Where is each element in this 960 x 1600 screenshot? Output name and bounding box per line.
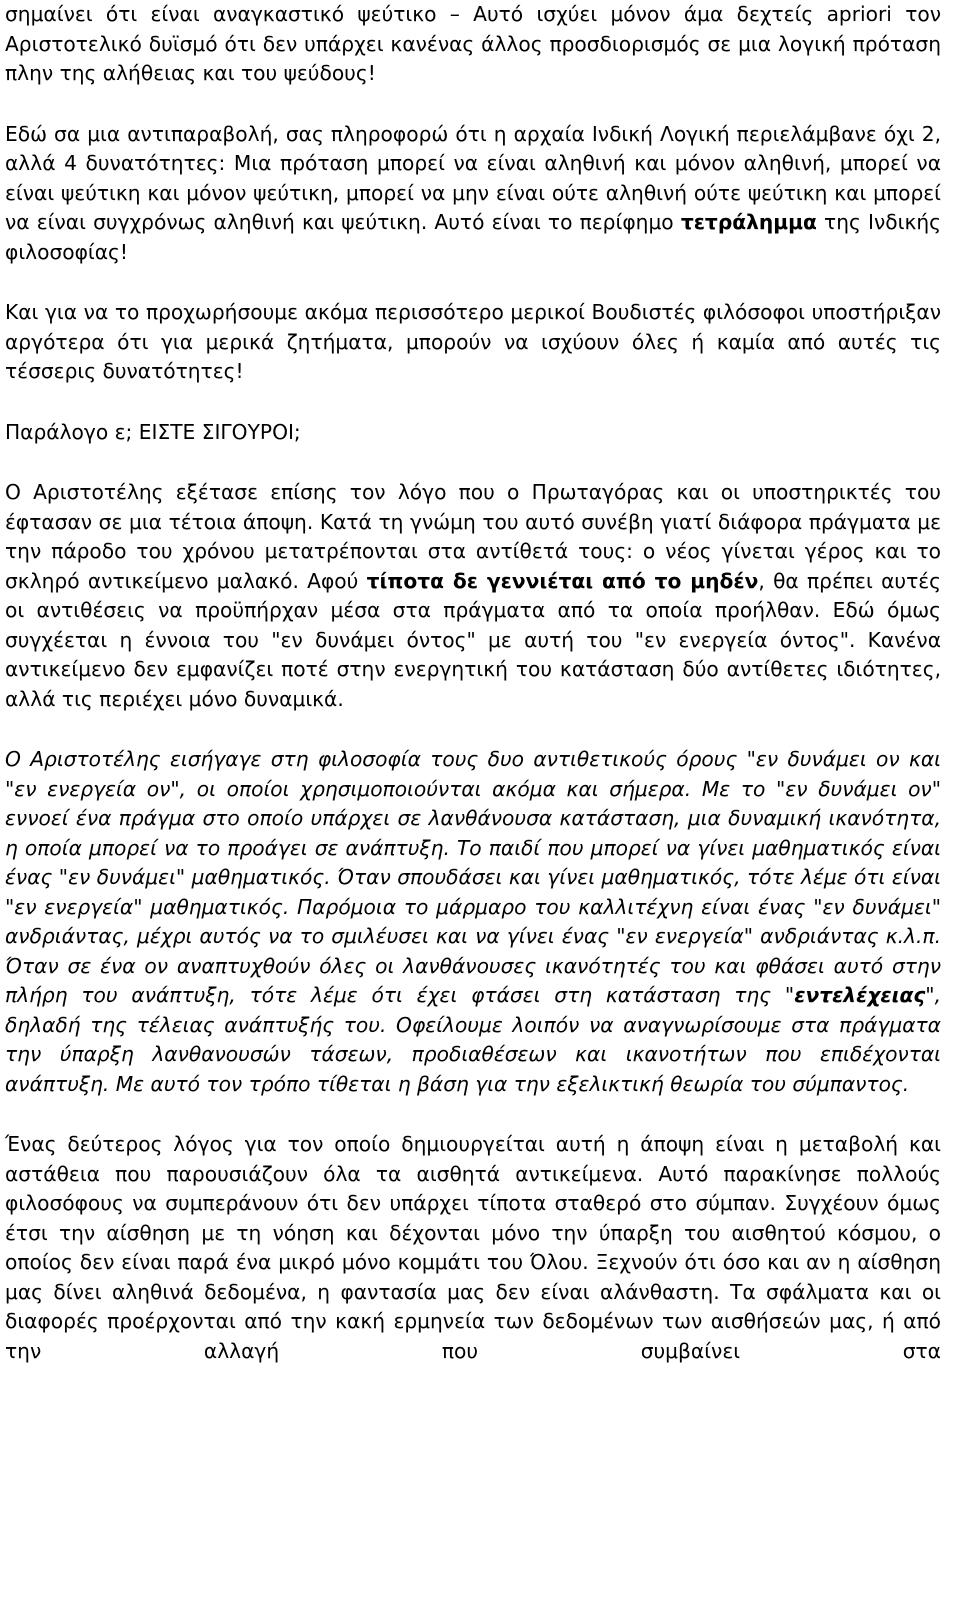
nothing-from-nothing-phrase: τίποτα δε γεννιέται από το μηδέν [366,568,759,593]
entelechy-term: εντελέχειας [794,983,926,1007]
paragraph-4-text: Παράλογο ε; ΕΙΣΤΕ ΣΙΓΟΥΡΟΙ; [5,419,301,444]
paragraph-2-text-a: Εδώ σα μια αντιπαραβολή, σας πληροφορώ ότι η αρχαία Ινδική Λογική περιελάμβανε όχι 2, αλλά 4 δυνατότητες: Μια πρόταση μπορεί να είναι αληθινή και μόνον αληθινή, μπορεί να είναι ψεύτικη και μόνον ψεύτικη, μπορεί να μην είναι ούτε αληθινή ούτε ψεύτικη και μπορεί να είναι συγχρόνως αληθινή και ψεύτικη. Αυτό είναι το περίφημο [5,121,941,234]
paragraph-4 [5,418,941,448]
paragraph-5-text-b: , θα πρέπει αυτές οι αντιθέσεις να προϋπήρχαν μέσα στα πράγματα από τα οποία προήλθαν. Εδώ όμως συγχέεται η έννοια του "εν δυνάμει όντος" με αυτή του "εν ενεργεία όντος". Κανένα αντικείμενο δεν εμφανίζει ποτέ στην ενεργητική του κατάσταση δύο αντίθετες ιδιότητες, αλλά τις περιέχει μόνο δυναμικά. [5,568,942,711]
paragraph-7-text: Ένας δεύτερος λόγος για τον οποίο δημιουργείται αυτή η άποψη είναι η μεταβολή και αστάθεια που παρουσιάζουν όλα τα αισθητά αντικείμενα. Αυτό παρακίνησε πολλούς φιλοσόφους να συμπεράνουν ότι δεν υπάρχει τίποτα σταθερό στο σύμπαν. Συγχέουν όμως έτσι την αίσθηση με τη νόηση και δέχονται μόνο την ύπαρξη του αισθητού κόσμου, ο οποίος δεν είναι παρά ένα μικρό μόνο κομμάτι του Όλου. Ξεχνούν ότι όσο και αν η αίσθηση μας δίνει αληθινά δεδομένα, η φαντασία μας δεν είναι αλάνθαστη. Τα σφάλματα και οι διαφορές προέρχονται από την κακή ερμηνεία των δεδομένων των αισθήσεών μας, ή από την αλλαγή που συμβαίνει στα [5,1132,941,1363]
paragraph-1 [5,0,941,89]
tetralemma-term: τετράλημμα [680,210,817,234]
paragraph-6-text-a: Ο Αριστοτέλης εισήγαγε στη φιλοσοφία τους δυο αντιθετικούς όρους "εν δυνάμει ον και "εν ενεργεία ον", οι οποίοι χρησιμοποιούνται ακόμα και σήμερα. Με το "εν δυνάμει ον" εννοεί ένα πράγμα στο οποίο υπάρχει σε λανθάνουσα κατάσταση, μια δυναμική ικανότητα, η οποία μπορεί να το προάγει σε ανάπτυξη. Το παιδί που μπορεί να γίνει μαθηματικός είναι ένας "εν δυνάμει" μαθηματικός. Όταν σπουδάσει και γίνει μαθηματικός, τότε λέμε ότι είναι "εν ενεργεία" μαθηματικός. Παρόμοια το μάρμαρο του καλλιτέχνη είναι ένας "εν δυνάμει" ανδριάντας, μέχρι αυτός να το σμιλέυσει και να γίνει ένας "εν ενεργεία" ανδριάντας κ.λ.π. Όταν σε ένα ον αναπτυχθούν όλες οι λανθάνουσες ικανότητές του και φθάσει αυτό στην πλήρη του ανάπτυξη, τότε λέμε ότι έχει φτάσει στη κατάσταση της " [5,747,941,1007]
paragraph-2 [5,120,941,268]
paragraph-6 [5,745,941,1099]
paragraph-5 [5,478,941,714]
paragraph-3-text: Και για να το προχωρήσουμε ακόμα περισσότερο μερικοί Βουδιστές φιλόσοφοι υποστήριξαν αργότερα ότι για μερικά ζητήματα, μπορούν να ισχύουν όλες ή καμία από αυτές τις τέσσερις δυνατότητες! [5,300,941,383]
paragraph-2-text-b: της Ινδικής φιλοσοφίας! [5,210,941,264]
paragraph-7 [5,1130,941,1366]
paragraph-6-text-b: ", δηλαδή της τέλειας ανάπτυξής του. Οφείλουμε λοιπόν να αναγνωρίσουμε στα πράγματα την ύπαρξη λανθανουσών τάσεων, προδιαθέσεων και ικανοτήτων που επιδέχονται ανάπτυξη. Με αυτό τον τρόπο τίθεται η βάση για την εξελικτική θεωρία του σύμπαντος. [5,983,941,1096]
paragraph-3 [5,298,941,387]
paragraph-5-text-a: Ο Αριστοτέλης εξέτασε επίσης τον λόγο που ο Πρωταγόρας και οι υποστηρικτές του έφτασαν σε μια τέτοια άποψη. Κατά τη γνώμη του αυτό συνέβη γιατί διάφορα πράγματα με την πάροδο του χρόνου μετατρέπονται στα αντίθετά τους: ο νέος γίνεται γέρος και το σκληρό αντικείμενο μαλακό. Αφού [5,480,941,593]
paragraph-1-text: σημαίνει ότι είναι αναγκαστικό ψεύτικο – Αυτό ισχύει μόνον άμα δεχτείς apriori τον Αριστοτελικό δυϊσμό ότι δεν υπάρχει κανένας άλλος προσδιορισμός σε μια λογική πρόταση πλην της αλήθειας και του ψεύδους! [5,2,941,85]
document-page [5,0,941,1366]
